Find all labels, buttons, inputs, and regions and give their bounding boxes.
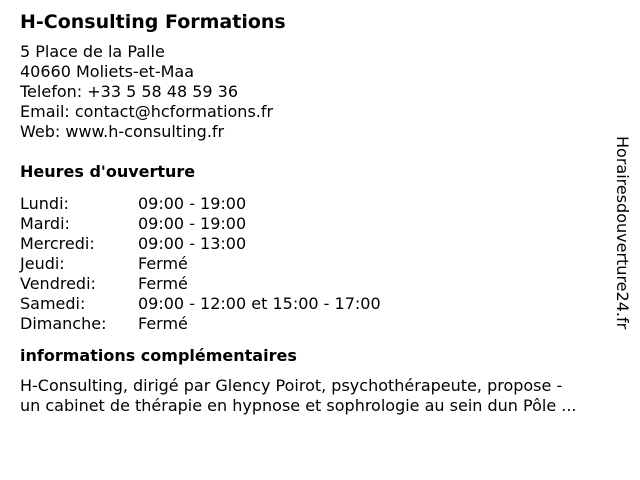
- hours-row-sunday: [20, 314, 610, 334]
- business-name: H-Consulting Formations: [20, 11, 286, 33]
- hours-row-thursday: [20, 254, 610, 274]
- day-hours: 09:00 - 12:00 et 15:00 - 17:00: [138, 294, 381, 313]
- day-hours: Fermé: [138, 274, 188, 293]
- address-line-2: 40660 Moliets-et-Maa: [20, 62, 194, 81]
- email-line: Email: contact@hcformations.fr: [20, 102, 274, 121]
- day-label: Mercredi:: [20, 234, 95, 253]
- day-label: Dimanche:: [20, 314, 107, 333]
- address-line-1: 5 Place de la Palle: [20, 42, 165, 61]
- description-line-2: un cabinet de thérapie en hypnose et sophrologie au sein dun Pôle ...: [20, 396, 577, 415]
- day-hours: Fermé: [138, 314, 188, 333]
- hours-row-monday: [20, 194, 610, 214]
- phone-line: Telefon: +33 5 58 48 59 36: [20, 82, 239, 101]
- day-label: Samedi:: [20, 294, 86, 313]
- day-hours: 09:00 - 19:00: [138, 214, 247, 233]
- day-label: Vendredi:: [20, 274, 96, 293]
- description-line-1: H-Consulting, dirigé par Glency Poirot, psychothérapeute, propose -: [20, 376, 563, 395]
- site-watermark: Horairesdouverture24.fr: [613, 136, 632, 330]
- business-card: [20, 10, 610, 416]
- hours-row-friday: [20, 274, 610, 294]
- hours-row-wednesday: [20, 234, 610, 254]
- hours-row-tuesday: [20, 214, 610, 234]
- day-label: Mardi:: [20, 214, 70, 233]
- day-hours: Fermé: [138, 254, 188, 273]
- opening-hours-table: [20, 194, 610, 334]
- opening-hours-heading: Heures d'ouverture: [20, 162, 196, 181]
- additional-info-heading: informations complémentaires: [20, 346, 297, 365]
- website-line: Web: www.h-consulting.fr: [20, 122, 225, 141]
- description: [20, 376, 620, 416]
- day-label: Lundi:: [20, 194, 69, 213]
- day-hours: 09:00 - 13:00: [138, 234, 247, 253]
- hours-row-saturday: [20, 294, 610, 314]
- day-label: Jeudi:: [20, 254, 65, 273]
- day-hours: 09:00 - 19:00: [138, 194, 247, 213]
